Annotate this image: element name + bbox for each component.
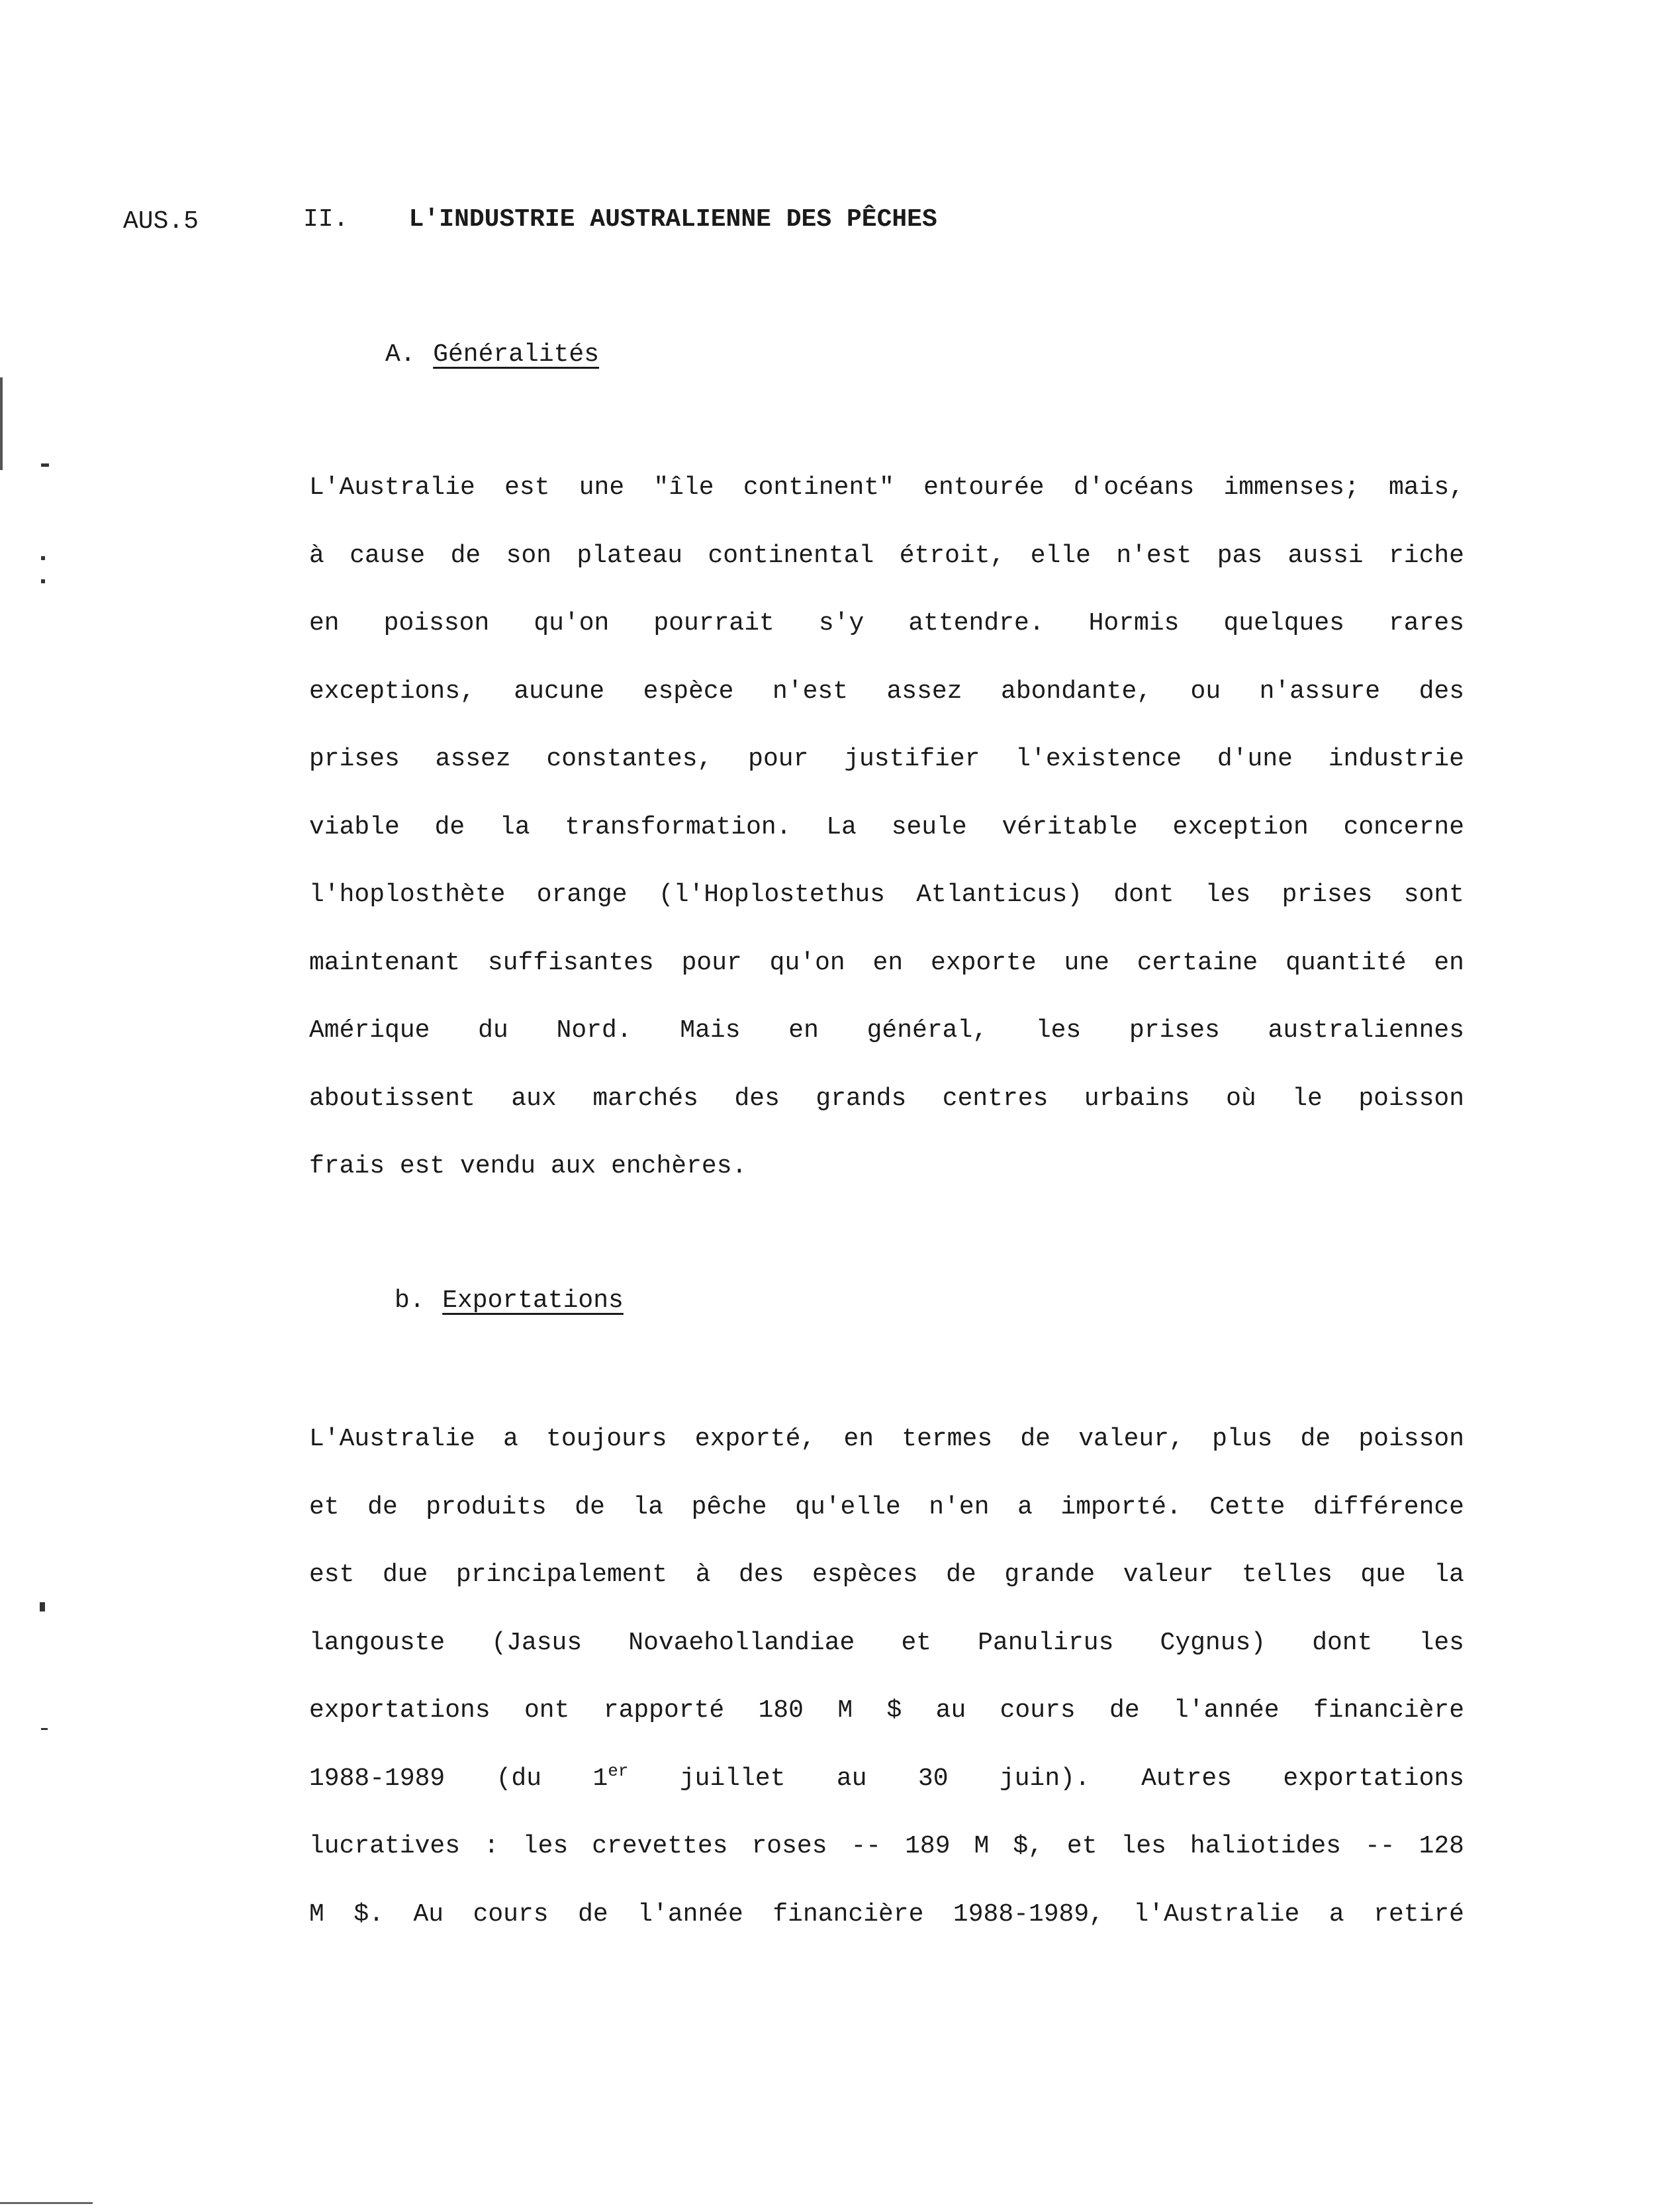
section-a-letter: A.	[385, 340, 416, 369]
text-line: est due principalement à des espèces de grande valeur telles que la	[309, 1561, 1464, 1589]
scan-speck	[41, 556, 45, 560]
text-line: aboutissent aux marchés des grands centres urbains où le poisson	[309, 1084, 1464, 1113]
text-fragment: 1988-1989 (du 1	[309, 1764, 608, 1793]
text-line: L'Australie a toujours exporté, en termes de valeur, plus de poisson	[309, 1425, 1464, 1453]
text-line: maintenant suffisantes pour qu'on en exporte une certaine quantité en	[309, 948, 1464, 977]
section-a-paragraph	[309, 454, 1464, 1201]
heading-number: II.	[303, 205, 349, 234]
text-line: Amérique du Nord. Mais en général, les prises australiennes	[309, 1016, 1464, 1045]
section-a-title: Généralités	[433, 340, 600, 369]
text-line: l'hoplosthète orange (l'Hoplostethus Atlanticus) dont les prises sont	[309, 881, 1464, 909]
scan-speck	[41, 579, 45, 583]
text-line: à cause de son plateau continental étroit, elle n'est pas aussi riche	[309, 541, 1464, 570]
page-heading	[303, 200, 937, 240]
text-line: frais est vendu aux enchères.	[309, 1152, 747, 1180]
scan-edge-mark	[0, 377, 3, 470]
text-line: lucratives : les crevettes roses -- 189 M $, et les haliotides -- 128	[309, 1832, 1464, 1860]
section-b-paragraph	[309, 1406, 1464, 1948]
text-line: en poisson qu'on pourrait s'y attendre. Hormis quelques rares	[309, 609, 1464, 638]
section-b-heading	[395, 1281, 624, 1321]
text-line: prises assez constantes, pour justifier l'existence d'une industrie	[309, 745, 1464, 773]
text-line: M $. Au cours de l'année financière 1988-1989, l'Australie a retiré	[309, 1899, 1464, 1929]
superscript: er	[608, 1760, 629, 1781]
text-line-with-superscript	[309, 1745, 1464, 1813]
text-line: exceptions, aucune espèce n'est assez abondante, ou n'assure des	[309, 677, 1464, 706]
heading-title: L'INDUSTRIE AUSTRALIENNE DES PÊCHES	[408, 205, 937, 234]
text-line: L'Australie est une "île continent" entourée d'océans immenses; mais,	[309, 473, 1464, 502]
section-b-letter: b.	[395, 1286, 425, 1315]
scan-bottom-rule	[0, 2202, 93, 2204]
text-line: et de produits de la pêche qu'elle n'en a importé. Cette différence	[309, 1492, 1464, 1521]
scan-speck	[40, 1602, 45, 1611]
text-line: langouste (Jasus Novaehollandiae et Panulirus Cygnus) dont les	[309, 1628, 1464, 1657]
scan-speck	[41, 1728, 48, 1730]
text-fragment: juillet au 30 juin). Autres exportations	[628, 1764, 1464, 1793]
text-line: viable de la transformation. La seule véritable exception concerne	[309, 812, 1464, 841]
document-code: AUS.5	[123, 207, 199, 236]
text-line: exportations ont rapporté 180 M $ au cours de l'année financière	[309, 1696, 1464, 1725]
section-b-title: Exportations	[442, 1286, 624, 1315]
scan-speck	[41, 463, 49, 467]
section-a-heading	[385, 335, 599, 375]
